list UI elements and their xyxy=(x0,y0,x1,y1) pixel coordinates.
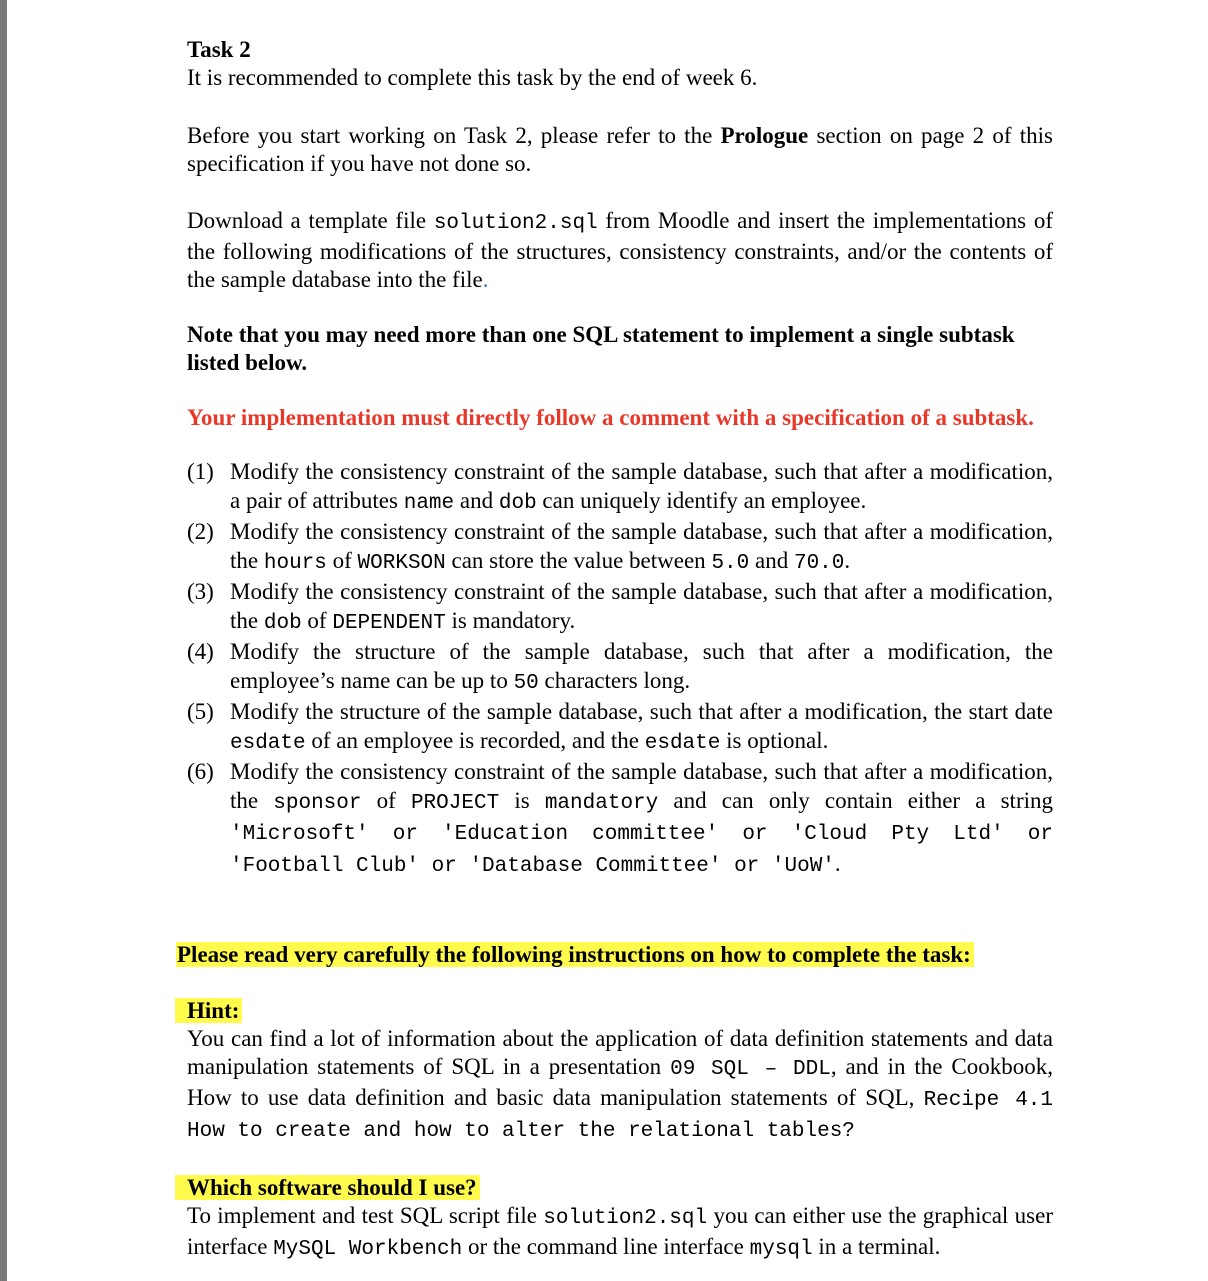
warning-paragraph: Your implementation must directly follow a comment with a specification of a subtask. xyxy=(187,405,1034,430)
hint-paragraph: You can find a lot of information about the application of data definition statements and data manipulation statements of SQL in a presentation 09 SQL – DDL, and in the Cookbook, How to use data definition and basic data manipulation statements of SQL, Recipe 4.1 How to create and how to alter the relational tables? xyxy=(187,1026,1053,1143)
subtask-item: (2) Modify the consistency constraint of the sample database, such that after a modification, the hours of WORKSON can store the value between 5.0 and 70.0. xyxy=(187,519,1053,575)
software-paragraph: To implement and test SQL script file solution2.sql you can either use the graphical user interface MySQL Workbench or the command line interface mysql in a terminal. xyxy=(187,1203,1053,1261)
software-label: Which software should I use? xyxy=(187,1174,1053,1202)
task-recommendation: It is recommended to complete this task by the end of week 6. xyxy=(187,65,758,90)
download-paragraph: Download a template file solution2.sql from Moodle and insert the implementations of the following modifications of the structures, consistency constraints, and/or the contents of the sample database into the file. xyxy=(187,208,1053,292)
instructions-heading: Please read very carefully the following instructions on how to complete the task: xyxy=(187,941,1053,969)
subtask-item: (4) Modify the structure of the sample database, such that after a modification, the employee’s name can be up to 50 characters long. xyxy=(187,639,1053,695)
prologue-paragraph: Before you start working on Task 2, please refer to the Prologue section on page 2 of this specification if you have not done so. xyxy=(187,123,1053,176)
subtask-item: (1) Modify the consistency constraint of the sample database, such that after a modification, a pair of attributes name and dob can uniquely identify an employee. xyxy=(187,459,1053,515)
note-paragraph: Note that you may need more than one SQL statement to implement a single subtask listed below. xyxy=(187,322,1015,375)
subtask-list xyxy=(187,458,1053,881)
document-page xyxy=(177,36,1053,1264)
subtask-item: (5) Modify the structure of the sample database, such that after a modification, the start date esdate of an employee is recorded, and the esdate is optional. xyxy=(187,699,1053,755)
subtask-item: (6) Modify the consistency constraint of the sample database, such that after a modification, the sponsor of PROJECT is mandatory and can only contain either a string 'Microsoft' or 'Education committee' or 'Cloud Pty Ltd' or 'Football Club' or 'Database Committee' or 'UoW'. xyxy=(187,759,1053,878)
subtask-item: (3) Modify the consistency constraint of the sample database, such that after a modification, the dob of DEPENDENT is mandatory. xyxy=(187,579,1053,635)
page-left-border xyxy=(0,0,7,1281)
hint-label: Hint: xyxy=(187,997,1053,1025)
task-title: Task 2 xyxy=(187,37,251,62)
